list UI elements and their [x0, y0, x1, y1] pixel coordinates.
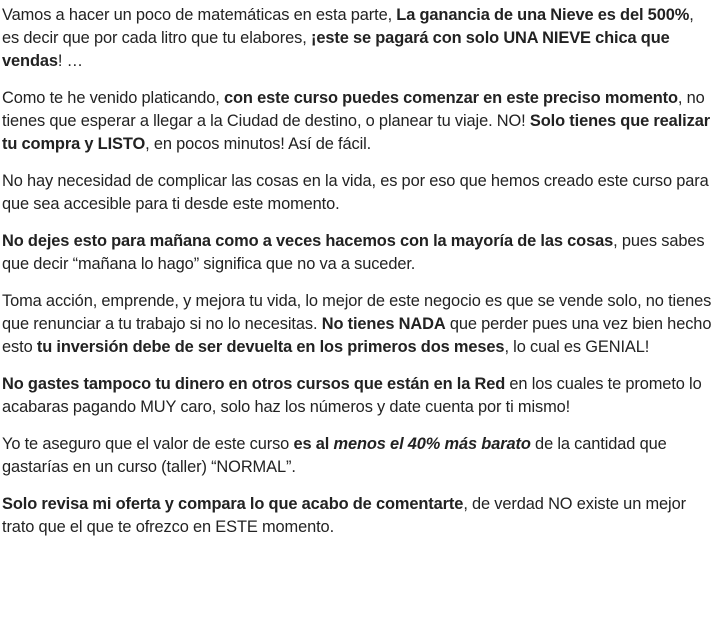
paragraph-no-gastes [2, 373, 713, 419]
text-run: , es decir que por cada litro que tu elabores, [2, 6, 694, 47]
bold-italic-text-run: menos el 40% más barato [333, 435, 531, 453]
bold-text-run: ¡este se pagará con solo UNA NIEVE chica que vendas [2, 29, 670, 70]
bold-text-run: con este curso puedes comenzar en este preciso momento [223, 89, 678, 107]
bold-text-run: No tienes NADA [321, 315, 446, 333]
text-run: No hay necesidad de complicar las cosas en la vida, es por eso que hemos creado este curso para que sea accesible para ti desde este momento. [2, 172, 709, 213]
paragraph-valor [2, 433, 713, 479]
bold-text-run: tu inversión debe de ser devuelta en los primeros dos meses [36, 338, 505, 356]
bold-text-run: No gastes tampoco tu dinero en otros cursos que están en la Red [2, 375, 506, 393]
text-run: ! … [57, 52, 83, 70]
paragraph-comenzar [2, 87, 713, 156]
text-run: Toma acción, emprende, y mejora tu vida, lo mejor de este negocio es que se vende solo, no tienes que renunciar a tu trabajo si no lo necesitas. [2, 292, 712, 333]
text-run: , en pocos minutos! Así de fácil. [145, 135, 372, 153]
bold-text-run: No dejes esto para mañana como a veces hacemos con la mayoría de las cosas [2, 232, 614, 250]
text-run: Como te he venido platicando, [2, 89, 224, 107]
paragraph-ganancia [2, 4, 713, 73]
text-run: Vamos a hacer un poco de matemáticas en esta parte, [2, 6, 397, 24]
paragraph-manana [2, 230, 713, 276]
bold-text-run: es al [293, 435, 334, 453]
bold-text-run: Solo tienes que realizar tu compra y LISTO [2, 112, 710, 153]
text-run: que perder pues una vez bien hecho esto [2, 315, 712, 356]
text-run: , de verdad NO existe un mejor trato que el que te ofrezco en ESTE momento. [2, 495, 686, 536]
bold-text-run: Solo revisa mi oferta y compara lo que acabo de comentarte [2, 495, 464, 513]
text-run: , lo cual es GENIAL! [504, 338, 650, 356]
bold-text-run: La ganancia de una Nieve es del 500% [396, 6, 690, 24]
text-run: Yo te aseguro que el valor de este curso [2, 435, 294, 453]
text-run: , no tienes que esperar a llegar a la Ciudad de destino, o planear tu viaje. NO! [2, 89, 705, 130]
paragraph-accion [2, 290, 713, 359]
text-run: en los cuales te prometo lo acabaras pagando MUY caro, solo haz los números y date cuenta por ti mismo! [2, 375, 702, 416]
paragraph-oferta [2, 493, 713, 539]
text-run: de la cantidad que gastarías en un curso (taller) “NORMAL”. [2, 435, 667, 476]
text-run: , pues sabes que decir “mañana lo hago” significa que no va a suceder. [2, 232, 705, 273]
paragraph-accesible [2, 170, 713, 216]
